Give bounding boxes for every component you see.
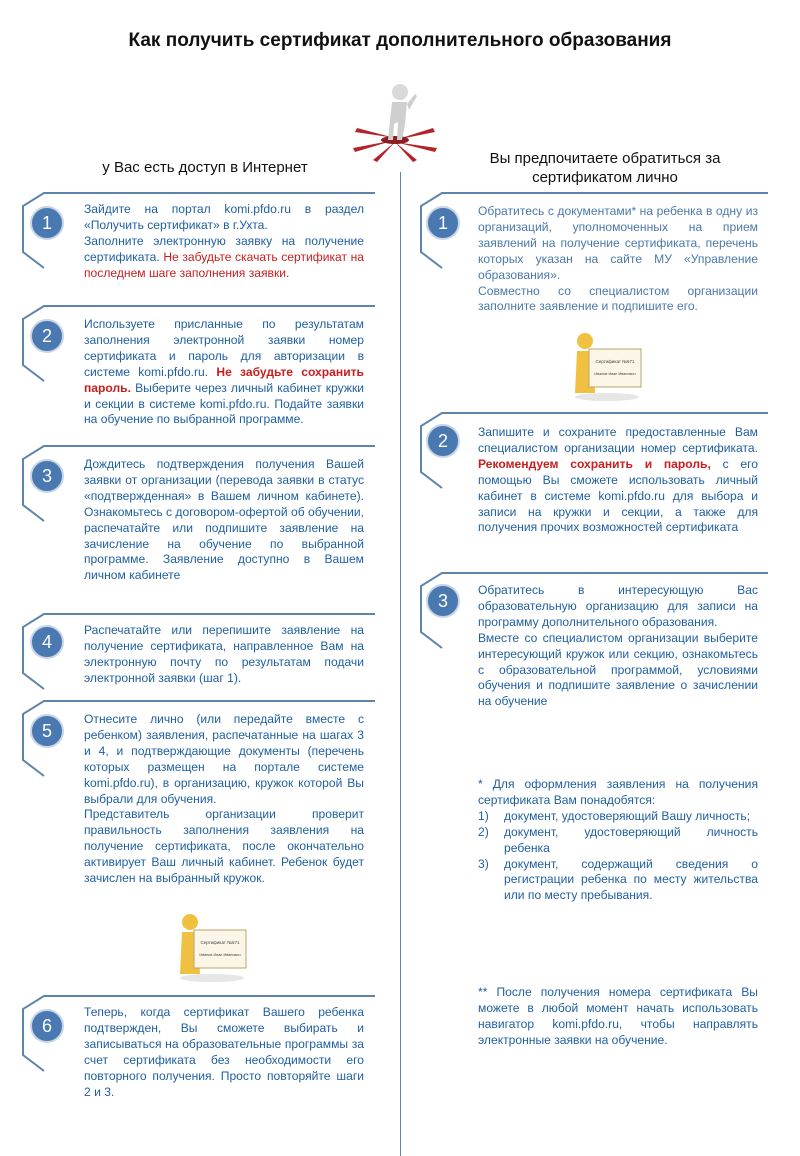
person-with-arrows-illustration: [345, 82, 445, 162]
left-step-2: [22, 305, 378, 450]
right-step-3: [420, 572, 770, 747]
step-text: Распечатайте или перепишите заявление на получение сертификата, направленное Вам на электронную почту по результатам подачи электронной заявки (шаг 1).: [84, 623, 364, 685]
certificate-illustration: [567, 327, 647, 402]
column-divider: [400, 172, 401, 1156]
left-step-3: [22, 445, 378, 605]
page-title: Как получить сертификат дополнительного образования: [128, 30, 672, 51]
step-text: Зайдите на портал komi.pfdo.ru в раздел «Получить сертификат» в г.Ухта. Заполните электронную заявку на получение сертификата. Не забудьте скачать сертификат на последнем шаге заполнения заявки.: [84, 202, 364, 280]
step-text: Используете присланные по результатам заполнения электронной заявки номер сертификата и пароль для авторизации в системе komi.pfdo.ru. Не забудьте сохранить пароль. Выберите через личный кабинет кружки и секции в системе komi.pfdo.ru. Подайте заявки на обучение по выбранной программе.: [84, 317, 364, 427]
list-item: 3) документ, содержащий сведения о регистрации ребенка по месту жительства или по месту пребывания.: [478, 856, 758, 903]
step-text: Дождитесь подтверждения получения Вашей заявки от организации (перевода заявки в статус «подтвержденная» в Вашем личном кабинете). Ознакомьтесь с договором-офертой об обучении, распечатайте или подпишите заявление на зачисление на обучение по выбранной программе. Заявление доступно в Вашем личном кабинете: [84, 457, 365, 583]
right-column-header: Вы предпочитаете обратиться за сертификатом лично: [489, 150, 721, 186]
left-column-header: у Вас есть доступ в Интернет: [102, 159, 308, 176]
documents-note: [478, 777, 758, 904]
right-step-1: [420, 192, 770, 322]
left-step-4: [22, 613, 378, 698]
left-step-6: [22, 995, 378, 1115]
step-text: Обратитесь в интересующую Вас образовательную организацию для записи на программу дополнительного образования. Вместе со специалистом организации выберите интересующий кружок или секцию, ознакомьтесь с образовательной программой, условиями обучения и подпишите заявление о зачислении на обучение: [478, 583, 758, 709]
step-number-badge: 2: [426, 424, 460, 458]
step-text: Теперь, когда сертификат Вашего ребенка подтвержден, Вы сможете выбирать и записываться на образовательные программы за счет сертификата без необходимости его повторного получения. Просто повторяйте шаги 2 и 3.: [84, 1005, 364, 1099]
step-text: Отнесите лично (или передайте вместе с ребенком) заявления, распечатанные на шагах 3 и 4, и подтверждающие документы (перечень которых размещен на портале системе komi.pfdo.ru), в организацию, кружок которой Вы выбрали для обучения. Представитель организации проверит правильность заполнения заявления на получение сертификата, после окончательно активирует Ваш личный кабинет. Ребенок будет зачислен на выбранный кружок.: [84, 712, 364, 886]
step-number-badge: 3: [30, 459, 64, 493]
step-text: Запишите и сохраните предоставленные Вам специалистом организации номер сертификата. Рекомендуем сохранить и пароль, с его помощью Вы сможете использовать личный кабинет в системе komi.pfdo.ru для выбора и записи на кружки и секции, а также для получения прочих возможностей сертификата: [478, 425, 758, 535]
step-number-badge: 2: [30, 319, 64, 353]
documents-list: [478, 809, 758, 904]
step-number-badge: 4: [30, 625, 64, 659]
certificate-illustration: [172, 908, 252, 983]
left-step-5: [22, 700, 378, 910]
step-number-badge: 3: [426, 584, 460, 618]
certificate-line2: Иванов Иван Иванович: [594, 372, 636, 376]
list-item: 1) документ, удостоверяющий Вашу личность;: [478, 808, 751, 823]
list-item: 2) документ, удостоверяющий личность ребенка: [478, 824, 758, 855]
step-number-badge: 6: [30, 1009, 64, 1043]
certificate-icon: [172, 908, 252, 983]
certificate-line1: Сертификат №671: [200, 940, 240, 945]
documents-note-intro: * Для оформления заявления на получения сертификата Вам понадобятся:: [478, 777, 758, 807]
navigator-note: [478, 985, 758, 1049]
left-step-1: [22, 192, 378, 302]
step-number-badge: 1: [426, 206, 460, 240]
step-text: Обратитесь с документами* на ребенка в одну из организаций, уполномоченных на прием заявлений на получение сертификата, перечень которых указан на сайте МУ «Управление образования». Совместно со специалистом организации заполните заявление и подпишите его.: [478, 204, 758, 314]
step-number-badge: 1: [30, 206, 64, 240]
right-step-2: [420, 412, 770, 562]
certificate-icon: [567, 327, 647, 402]
navigator-note-text: ** После получения номера сертификата Вы можете в любой момент начать использовать навигатор komi.pfdo.ru, чтобы направлять электронные заявки на обучение.: [478, 985, 758, 1047]
step-number-badge: 5: [30, 714, 64, 748]
certificate-line2: Иванов Иван Иванович: [199, 953, 241, 957]
certificate-line1: Сертификат №671: [595, 359, 635, 364]
